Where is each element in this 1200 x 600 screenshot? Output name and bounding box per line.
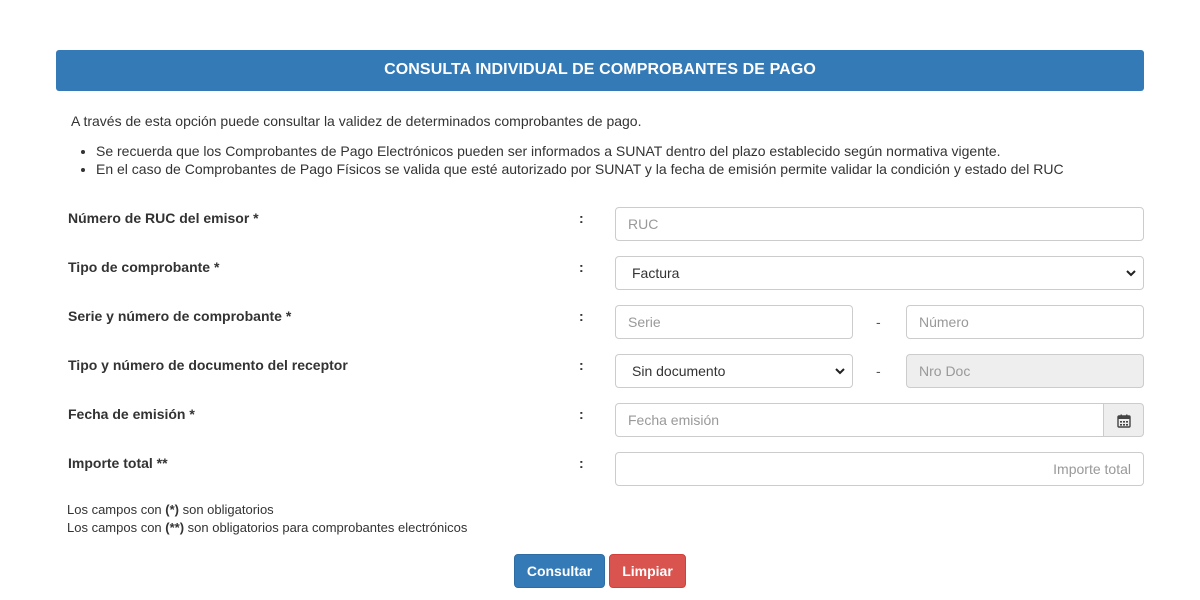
footnote-marker: (**) [165,520,185,535]
footnote-required [67,501,274,518]
consultar-button[interactable]: Consultar [514,554,605,588]
receptor-label: Tipo y número de documento del receptor [68,357,348,373]
panel-title: CONSULTA INDIVIDUAL DE COMPROBANTES DE PAGO [56,50,1144,91]
intro-text: A través de esta opción puede consultar la validez de determinados comprobantes de pago. [71,113,642,129]
colon: : [579,308,584,324]
fecha-label: Fecha de emisión * [68,406,195,422]
separator-dash: - [876,314,881,330]
footnote-text: Los campos con [67,502,166,517]
serie-input[interactable] [615,305,853,339]
importe-label: Importe total ** [68,455,168,471]
footnote-electronic [67,519,467,536]
notes-list [78,142,1064,178]
footnote-text: son obligatorios [179,502,274,517]
importe-input[interactable] [615,452,1144,486]
note-item: • En el caso de Comprobantes de Pago Físicos se valida que esté autorizado por SUNAT y la fecha de emisión permite validar la condición y estado del RUC [96,160,1064,178]
footnote-text: son obligatorios para comprobantes electrónicos [184,520,468,535]
chevron-down-icon [1125,267,1137,279]
tipo-comprobante-row [0,256,1200,290]
colon: : [579,455,584,471]
chevron-down-icon [834,365,846,377]
serie-numero-row [0,305,1200,339]
numero-input[interactable] [906,305,1144,339]
colon: : [579,406,584,422]
fecha-input[interactable] [615,403,1104,437]
calendar-button[interactable] [1103,403,1144,437]
nro-doc-input [906,354,1144,388]
ruc-row [0,207,1200,241]
importe-row [0,452,1200,486]
footnote-marker: (*) [165,502,179,517]
tipo-comprobante-selected: Factura [632,265,680,281]
colon: : [579,259,584,275]
tipo-documento-selected: Sin documento [632,363,726,379]
colon: : [579,357,584,373]
limpiar-button[interactable]: Limpiar [609,554,686,588]
fecha-row [0,403,1200,437]
fecha-input-group [615,403,1144,437]
serie-numero-label: Serie y número de comprobante * [68,308,292,324]
tipo-comprobante-label: Tipo de comprobante * [68,259,220,275]
footnote-text: Los campos con [67,520,166,535]
note-item: • Se recuerda que los Comprobantes de Pago Electrónicos pueden ser informados a SUNAT dentro del plazo establecido según normativa vigente. [96,142,1064,160]
separator-dash: - [876,363,881,379]
tipo-documento-select[interactable] [615,354,853,388]
colon: : [579,210,584,226]
tipo-comprobante-select[interactable] [615,256,1144,290]
calendar-icon [1117,414,1131,428]
ruc-label: Número de RUC del emisor * [68,210,259,226]
receptor-row [0,354,1200,388]
ruc-input[interactable] [615,207,1144,241]
